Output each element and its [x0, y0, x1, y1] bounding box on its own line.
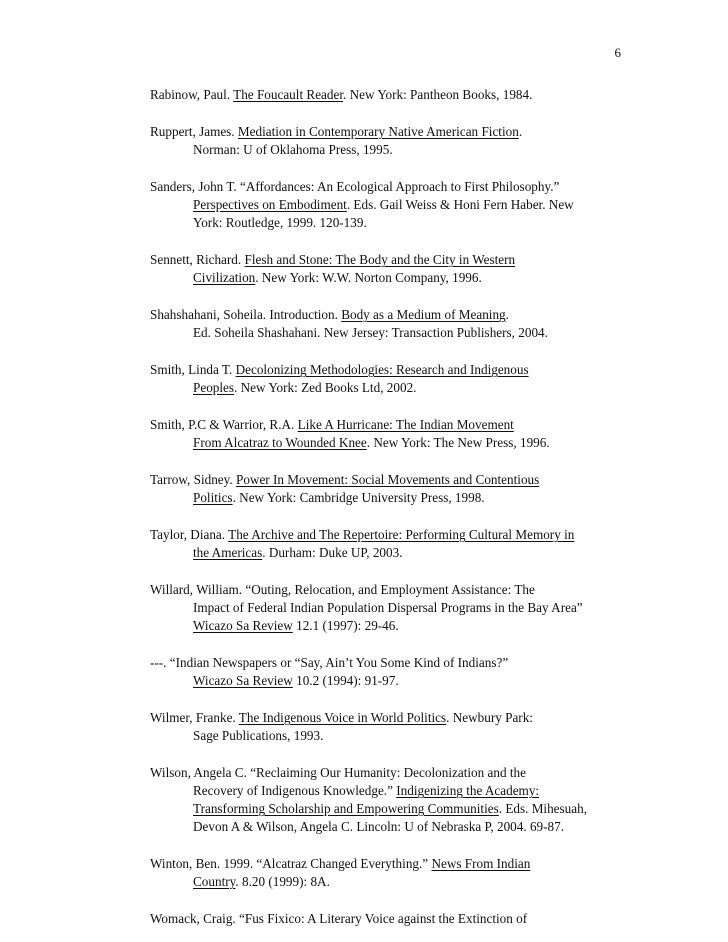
entry-text: . New York: W.W. Norton Company, 1996. — [255, 270, 482, 285]
entry-line — [150, 269, 670, 287]
entry-text: Norman: U of Oklahoma Press, 1995. — [193, 142, 393, 157]
entry-text: . New York: Cambridge University Press, 1998. — [232, 490, 485, 505]
entry-text: Recovery of Indigenous Knowledge.” — [193, 783, 397, 798]
bibliography-entry — [150, 471, 670, 507]
entry-text: Taylor, Diana. — [150, 527, 229, 542]
entry-line — [150, 251, 670, 269]
entry-text: Shahshahani, Soheila. Introduction. — [150, 307, 342, 322]
entry-line — [150, 599, 670, 617]
title-underlined: Wicazo Sa Review — [193, 673, 293, 688]
entry-line — [150, 855, 670, 873]
title-underlined: Peoples — [193, 380, 235, 395]
entry-line — [150, 471, 670, 489]
title-underlined: Mediation in Contemporary Native American Fiction — [237, 124, 519, 139]
entry-text: Impact of Federal Indian Population Dispersal Programs in the Bay Area” — [193, 600, 583, 615]
entry-line — [150, 324, 670, 342]
entry-line — [150, 581, 670, 599]
bibliography-entry — [150, 709, 670, 745]
entry-line — [150, 141, 670, 159]
entry-line — [150, 526, 670, 544]
entry-text: . Eds. Mihesuah, — [498, 801, 588, 816]
entry-text: . 8.20 (1999): 8A. — [235, 874, 330, 889]
bibliography-entry — [150, 764, 670, 836]
bibliography-entry — [150, 251, 670, 287]
bibliography-entry — [150, 526, 670, 562]
bibliography-entry — [150, 581, 670, 635]
entry-text: Wilmer, Franke. — [150, 710, 239, 725]
bibliography-entry — [150, 178, 670, 232]
entry-text: Sennett, Richard. — [150, 252, 245, 267]
entry-text: . New York: Zed Books Ltd, 2002. — [234, 380, 417, 395]
bibliography-entry — [150, 654, 670, 690]
bibliography-entry — [150, 361, 670, 397]
entry-line — [150, 196, 670, 214]
title-underlined: Civilization — [193, 270, 256, 285]
entry-line — [150, 489, 670, 507]
entry-text: Wilson, Angela C. “Reclaiming Our Humanity: Decolonization and the — [150, 765, 526, 780]
entry-line — [150, 306, 670, 324]
bibliography-entry — [150, 123, 670, 159]
title-underlined: Flesh and Stone: The Body and the City in Western — [244, 252, 516, 267]
entry-line — [150, 379, 670, 397]
entry-line — [150, 873, 670, 891]
entry-line — [150, 416, 670, 434]
title-underlined: Body as a Medium of Meaning — [341, 307, 506, 322]
entry-line — [150, 617, 670, 635]
entry-text: York: Routledge, 1999. 120-139. — [193, 215, 367, 230]
entry-line — [150, 709, 670, 727]
title-underlined: News From Indian — [431, 856, 531, 871]
bibliography — [150, 86, 670, 928]
entry-line — [150, 214, 670, 232]
title-underlined: The Foucault Reader — [233, 87, 344, 102]
entry-text: Winton, Ben. 1999. “Alcatraz Changed Everything.” — [150, 856, 432, 871]
entry-text: Devon A & Wilson, Angela C. Lincoln: U of Nebraska P, 2004. 69-87. — [193, 819, 565, 834]
bibliography-entry — [150, 306, 670, 342]
entry-text: Willard, William. “Outing, Relocation, and Employment Assistance: The — [150, 582, 535, 597]
entry-line — [150, 800, 670, 818]
entry-text: . — [518, 124, 523, 139]
entry-text: Sanders, John T. “Affordances: An Ecological Approach to First Philosophy.” — [150, 179, 560, 194]
entry-line — [150, 782, 670, 800]
entry-line — [150, 544, 670, 562]
title-underlined: The Archive and The Repertoire: Performing Cultural Memory in — [228, 527, 575, 542]
entry-text: . Eds. Gail Weiss & Honi Fern Haber. New — [346, 197, 574, 212]
entry-text: Smith, Linda T. — [150, 362, 236, 377]
title-underlined: Transforming Scholarship and Empowering Communities — [193, 801, 499, 816]
title-underlined: Country — [193, 874, 236, 889]
bibliography-entry — [150, 910, 670, 928]
entry-line — [150, 672, 670, 690]
entry-line — [150, 818, 670, 836]
title-underlined: Power In Movement: Social Movements and Contentious — [236, 472, 540, 487]
entry-text: . Newbury Park: — [446, 710, 533, 725]
entry-line — [150, 764, 670, 782]
entry-text: . New York: Pantheon Books, 1984. — [343, 87, 533, 102]
entry-line — [150, 727, 670, 745]
title-underlined: Indigenizing the Academy: — [396, 783, 540, 798]
page-number: 6 — [614, 45, 621, 60]
entry-text: Rabinow, Paul. — [150, 87, 234, 102]
entry-line — [150, 654, 670, 672]
entry-text: . — [505, 307, 509, 322]
entry-text: Ruppert, James. — [150, 124, 238, 139]
entry-line — [150, 910, 670, 928]
title-underlined: The Indigenous Voice in World Politics — [238, 710, 447, 725]
entry-line — [150, 434, 670, 452]
entry-text: Ed. Soheila Shashahani. New Jersey: Transaction Publishers, 2004. — [193, 325, 548, 340]
entry-text: Womack, Craig. “Fus Fixico: A Literary Voice against the Extinction of — [150, 911, 528, 926]
entry-text: 12.1 (1997): 29-46. — [292, 618, 399, 633]
entry-text: Tarrow, Sidney. — [150, 472, 236, 487]
title-underlined: Politics — [193, 490, 233, 505]
entry-text: . Durham: Duke UP, 2003. — [262, 545, 403, 560]
bibliography-entry — [150, 855, 670, 891]
entry-line — [150, 361, 670, 379]
entry-line — [150, 178, 670, 196]
title-underlined: From Alcatraz to Wounded Knee — [193, 435, 367, 450]
entry-line — [150, 123, 670, 141]
entry-text: Sage Publications, 1993. — [193, 728, 324, 743]
title-underlined: Decolonizing Methodologies: Research and Indigenous — [235, 362, 529, 377]
entry-text: 10.2 (1994): 91-97. — [292, 673, 399, 688]
title-underlined: the Americas — [193, 545, 263, 560]
entry-text: . New York: The New Press, 1996. — [366, 435, 550, 450]
title-underlined: Perspectives on Embodiment — [193, 197, 347, 212]
entry-line — [150, 86, 670, 104]
bibliography-entry — [150, 416, 670, 452]
entry-text: ---. “Indian Newspapers or “Say, Ain’t You Some Kind of Indians?” — [150, 655, 509, 670]
bibliography-entry — [150, 86, 670, 104]
title-underlined: Like A Hurricane: The Indian Movement — [297, 417, 514, 432]
entry-text: Smith, P.C & Warrior, R.A. — [150, 417, 298, 432]
title-underlined: Wicazo Sa Review — [193, 618, 293, 633]
